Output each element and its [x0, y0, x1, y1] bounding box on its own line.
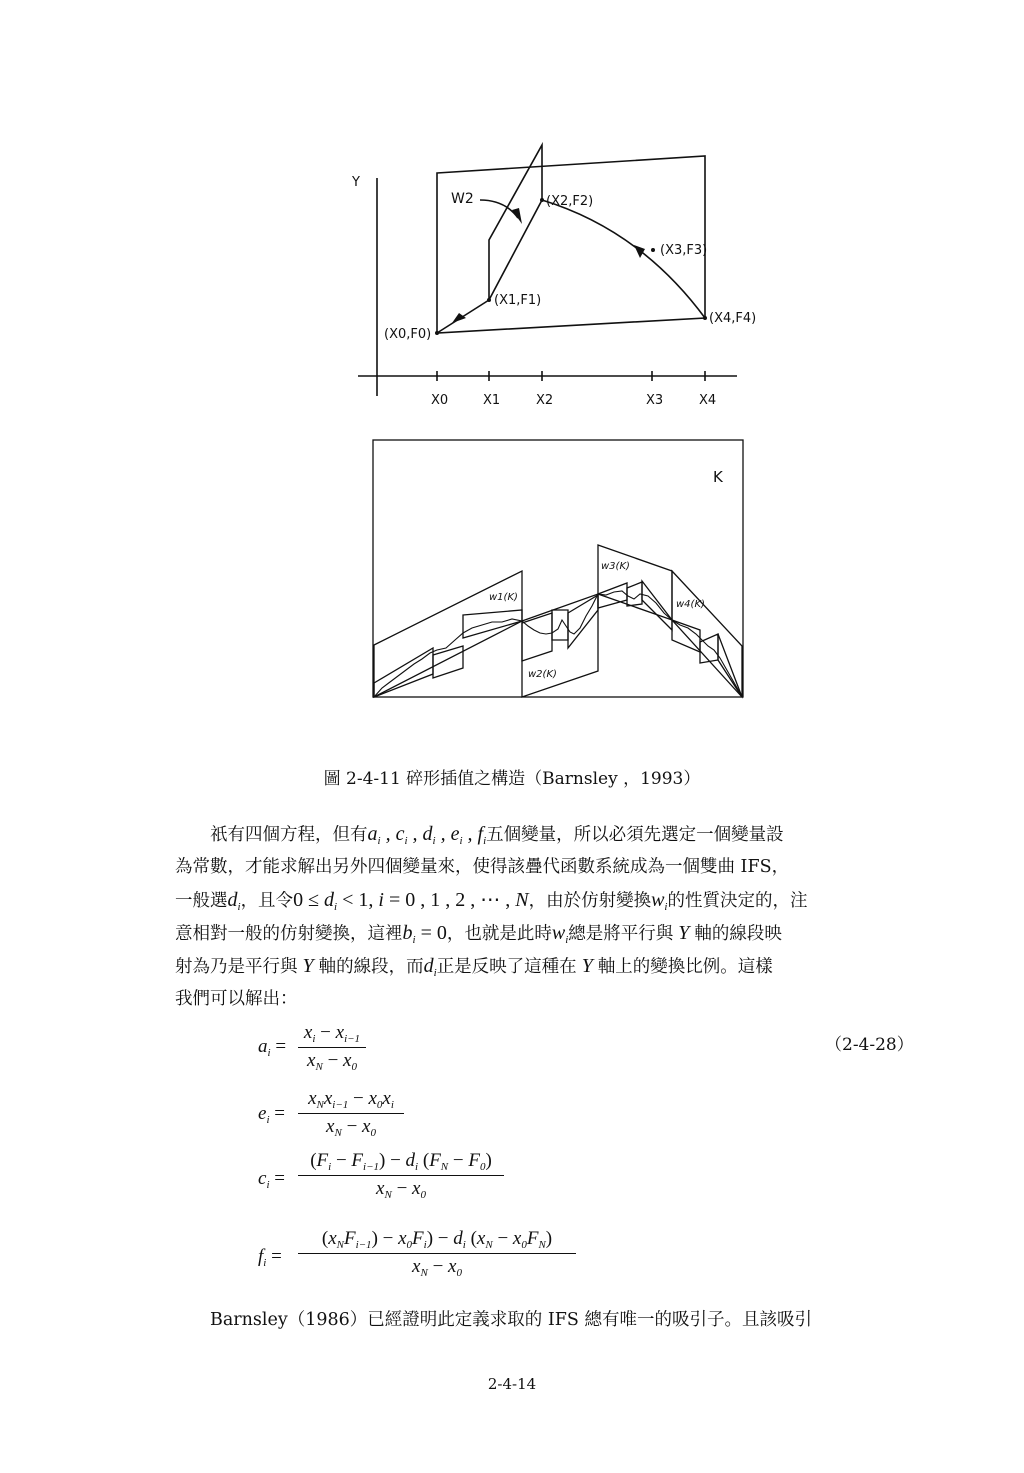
eq-c-fraction: $(F_i - F_{i-1}) - d_i$ $(F_N - F_0)$ $x_N - x_0$: [298, 1150, 504, 1201]
paragraph-line-2: 為常數，才能求解出另外四個變量來，使得該疊代函數系統成為一個雙曲 IFS，: [175, 857, 790, 877]
y-axis-label: Y: [352, 175, 360, 190]
paragraph-line-4: 意相對一般的仿射變換，這裡$b_i = 0$，也就是此時$w_i$總是將平行與 Y 軸的線段映: [175, 922, 782, 946]
label-w4k: w4(K): [676, 599, 705, 610]
label-x2f2: (X2,F2): [546, 194, 594, 209]
equation-number: （2-4-28）: [825, 1035, 914, 1055]
page-number: 2-4-14: [487, 1375, 537, 1393]
eq-f-fraction: $(x_NF_{i-1}) - x_0F_i) - d_i$ $(x_N - x_0F_N)$ $x_N - x_0$: [298, 1228, 576, 1279]
eq-c-lhs: $c_i$ =: [258, 1168, 285, 1191]
paragraph-line-6: 我們可以解出：: [175, 989, 298, 1009]
label-x4f4: (X4,F4): [709, 311, 757, 326]
label-x0f0: (X0,F0): [384, 327, 432, 342]
closing-line-text: Barnsley（1986）已經證明此定義求取的 IFS 總有唯一的吸引子。且該吸引: [210, 1310, 812, 1330]
paragraph-line-1: 祇有四個方程，但有$a_i$ , $c_i$ , $d_i$ , $e_i$ , $f_i$五個變量，所以必須先選定一個變量設: [210, 823, 784, 847]
paragraph-line-5: 射為乃是平行與 Y 軸的線段，而$d_i$正是反映了這種在 Y 軸上的變換比例。這樣: [175, 955, 773, 979]
label-w1k: w1(K): [489, 592, 518, 603]
label-x3f3: (X3,F3): [660, 243, 708, 258]
eq-a-lhs: $a_i$ =: [258, 1036, 287, 1059]
eq-e-lhs: $e_i$ =: [258, 1103, 285, 1126]
tick-label-x0: X0: [431, 393, 449, 408]
tick-label-x3: X3: [646, 393, 664, 408]
tick-label-x2: X2: [536, 393, 554, 408]
closing-line: [175, 1304, 905, 1337]
figure-caption: 圖 2-4-11 碎形插值之構造（Barnsley ，1993）: [323, 769, 701, 789]
tick-label-x1: X1: [483, 393, 501, 408]
label-x1f1: (X1,F1): [494, 293, 542, 308]
paragraph-line-3: 一般選$d_i$，且令$0 \le d_i < 1$, i = 0 , 1 , 2 , ⋯ , N，由於仿射變換$w_i$的性質決定的，注: [175, 889, 808, 913]
set-label-k: K: [713, 468, 723, 486]
w2-label: W2: [451, 191, 474, 207]
eq-e-fraction: $x_Nx_{i-1} - x_0x_i$ $x_N - x_0$: [298, 1088, 404, 1139]
label-w2k: w2(K): [528, 669, 557, 680]
eq-f-lhs: $f_i$ =: [258, 1246, 282, 1269]
label-w3k: w3(K): [601, 561, 630, 572]
tick-label-x4: X4: [699, 393, 717, 408]
eq-a-fraction: $x_i - x_{i-1}$ $x_N - x_0$: [298, 1022, 366, 1073]
